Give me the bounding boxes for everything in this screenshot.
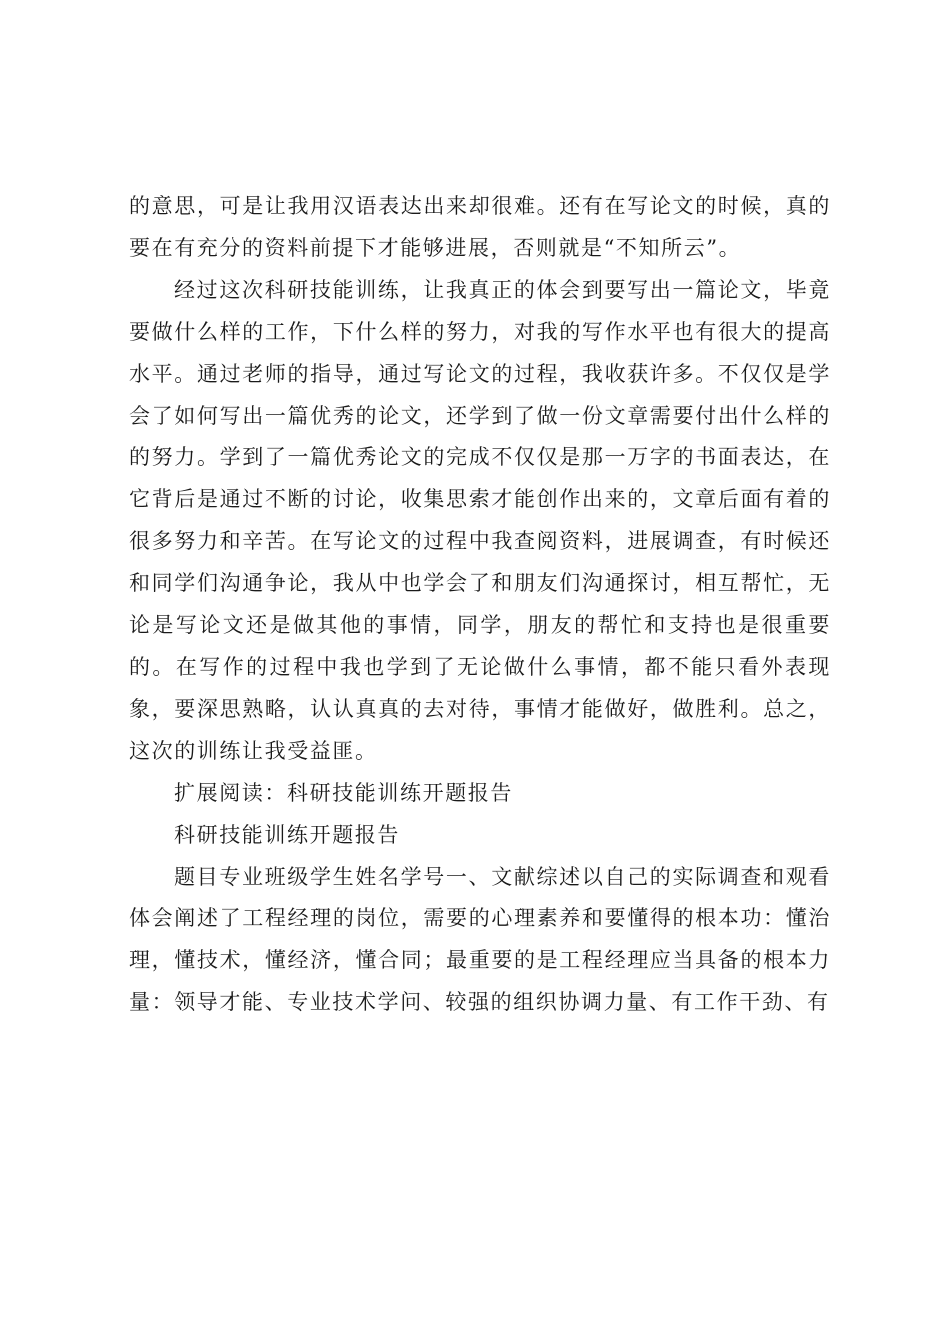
paragraph-5: 题目专业班级学生姓名学号一、文献综述以自己的实际调查和观看体会阐述了工程经理的岗位，需要的心理素养和要懂得的根本功：懂治理，懂技术，懂经济，懂合同；最重要的是工程经理应当具备的根本力量：领导才能、专业技术学问、较强的组织协调力量、有工作干劲、有 [129, 864, 831, 1015]
paragraph-2: 经过这次科研技能训练，让我真正的体会到要写出一篇论文，毕竟要做什么样的工作，下什么样的努力，对我的写作水平也有很大的提高水平。通过老师的指导，通过写论文的过程，我收获许多。不仅仅是学会了如何写出一篇优秀的论文，还学到了做一份文章需要付出什么样的的努力。学到了一篇优秀论文的完成不仅仅是那一万字的书面表达，在它背后是通过不断的讨论，收集思索才能创作出来的，文章后面有着的很多努力和辛苦。在写论文的过程中我查阅资料，进展调查，有时候还和同学们沟通争论，我从中也学会了和朋友们沟通探讨，相互帮忙，无论是写论文还是做其他的事情，同学，朋友的帮忙和支持也是很重要的。在写作的过程中我也学到了无论做什么事情，都不能只看外表现象，要深思熟略，认认真真的去对待，事情才能做好，做胜利。总之，这次的训练让我受益匪。 [129, 277, 831, 763]
report-title-line: 科研技能训练开题报告 [174, 822, 400, 847]
paragraph-1: 的意思，可是让我用汉语表达出来却很难。还有在写论文的时候，真的要在有充分的资料前提下才能够进展，否则就是“不知所云”。 [129, 194, 831, 260]
document-body [129, 186, 831, 1024]
extended-reading-line: 扩展阅读：科研技能训练开题报告 [174, 780, 513, 805]
